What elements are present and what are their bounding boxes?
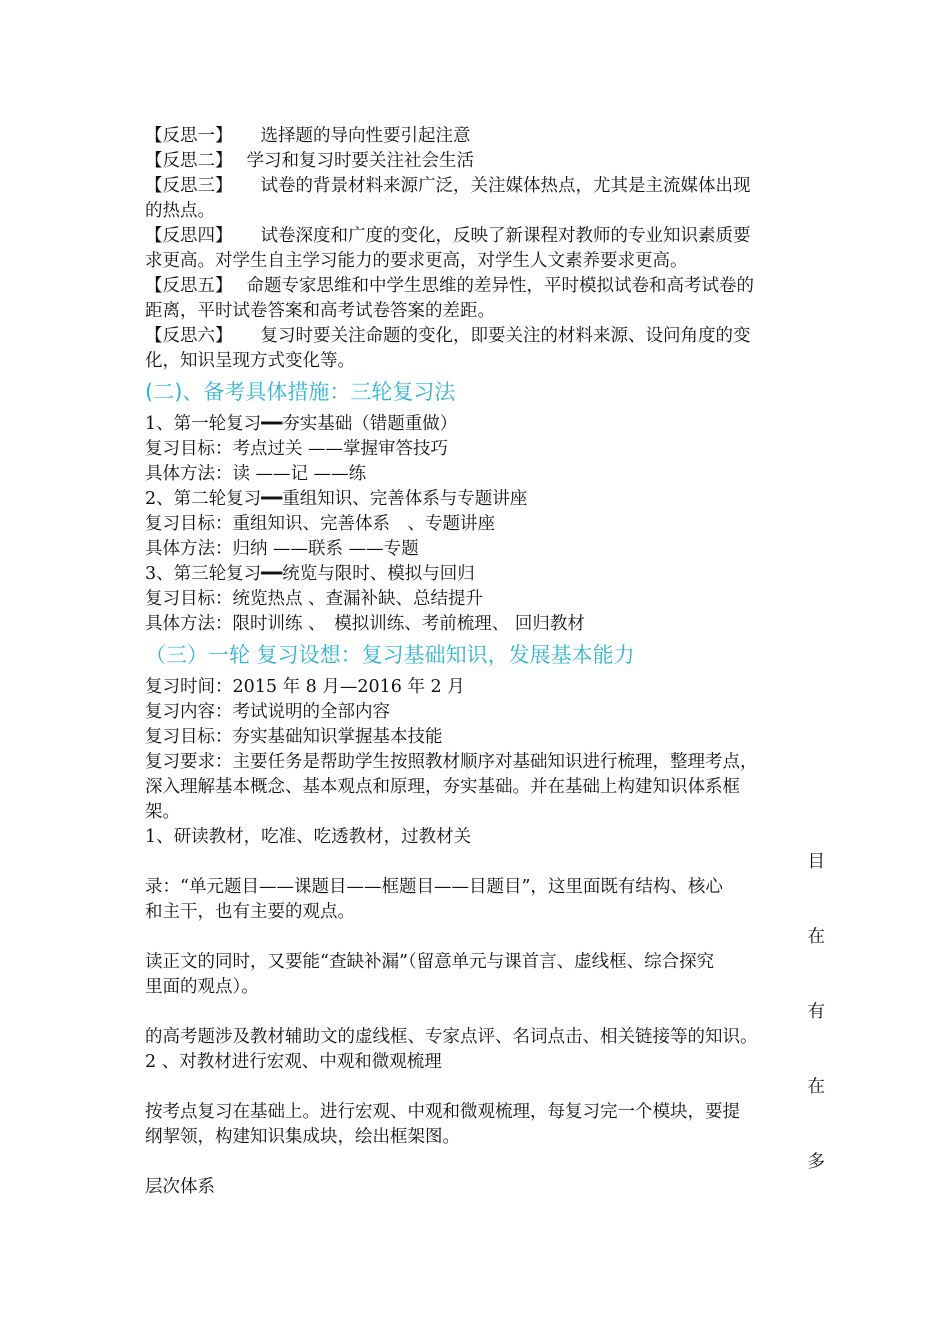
review-goal: 复习目标：夯实基础知识掌握基本技能 [145,727,443,747]
reflection-text: 试卷深度和广度的变化，反映了新课程对教师的专业知识素质要 [260,226,751,246]
reflection-text: 复习时要关注命题的变化，即要关注的材料来源、设问角度的变 [260,326,751,346]
para-3-line-1: 的高考题涉及教材辅助文的虚线框、专家点评、名词点击、相关链接等的知识。 [145,1027,758,1047]
document-page [145,124,825,1200]
para-4-first-char: 在 [807,1077,825,1097]
reflection-text: 命题专家思维和中学生思维的差异性，平时模拟试卷和高考试卷的 [246,276,754,296]
reflection-tag: 【反思五】 [145,276,233,296]
para-4-line-2: 纲挈领，构建知识集成块，绘出框架图。 [145,1127,460,1147]
para-2-line-2: 里面的观点）。 [145,977,259,997]
item-2-heading: 2 、对教材进行宏观、中观和微观梳理 [145,1052,442,1072]
reflection-5-cont: 距离，平时试卷答案和高考试卷答案的差距。 [145,301,495,321]
round-2-method: 具体方法：归纳 ——联系 ——专题 [145,539,419,559]
para-4-line-1: 按考点复习在基础上。进行宏观、中观和微观梳理，每复习完一个模块，要提 [145,1102,740,1122]
round-1-goal: 复习目标：考点过关 ——掌握审答技巧 [145,439,449,459]
reflection-3-cont: 的热点。 [145,201,215,221]
round-1-method: 具体方法：读 ——记 ——练 [145,464,367,484]
reflection-6 [145,324,825,349]
para-1-line-2: 和主干，也有主要的观点。 [145,902,355,922]
round-3-method: 具体方法：限时训练 、 模拟训练、考前梳理、 回归教材 [145,614,585,634]
review-requirement-line-3: 架。 [145,802,180,822]
reflection-tag: 【反思二】 [145,151,233,171]
item-1-heading: 1、研读教材，吃准、吃透教材，过教材关 [145,827,472,847]
para-5-first-char: 多 [807,1152,825,1172]
section-3-heading: （三）一轮 复习设想：复习基础知识，发展基本能力 [145,643,635,667]
review-time: 复习时间：2015 年 8 月—2016 年 2 月 [145,677,465,697]
reflection-tag: 【反思六】 [145,326,233,346]
reflection-text: 学习和复习时要关注社会生活 [246,151,474,171]
para-5-line-1: 层次体系 [145,1177,215,1197]
reflection-3 [145,174,825,199]
round-2-goal: 复习目标：重组知识、完善体系 、专题讲座 [145,514,495,534]
reflection-4-cont: 求更高。对学生自主学习能力的要求更高，对学生人文素养要求更高。 [145,251,688,271]
reflection-1 [145,124,825,149]
reflection-2 [145,149,825,174]
para-2-line-1: 读正文的同时，又要能“查缺补漏”（留意单元与课首言、虚线框、综合探究 [145,952,715,972]
para-3-first-char: 有 [807,1002,825,1022]
round-3-goal: 复习目标：统览热点 、查漏补缺、总结提升 [145,589,484,609]
review-requirement-line-1: 复习要求：主要任务是帮助学生按照教材顺序对基础知识进行梳理，整理考点， [145,752,758,772]
reflection-tag: 【反思一】 [145,126,233,146]
reflection-tag: 【反思三】 [145,176,233,196]
review-content: 复习内容：考试说明的全部内容 [145,702,390,722]
reflection-5 [145,274,825,299]
round-1-title: 1、第一轮复习━━夯实基础（错题重做） [145,414,458,434]
reflection-text: 选择题的导向性要引起注意 [260,126,471,146]
reflection-4 [145,224,825,249]
reflection-tag: 【反思四】 [145,226,233,246]
para-1-first-char: 目 [807,852,825,872]
round-2-title: 2、第二轮复习━━重组知识、完善体系与专题讲座 [145,489,528,509]
review-requirement-line-2: 深入理解基本概念、基本观点和原理，夯实基础。并在基础上构建知识体系框 [145,777,740,797]
reflection-6-cont: 化，知识呈现方式变化等。 [145,351,355,371]
section-2-heading: (二)、备考具体措施：三轮复习法 [145,380,456,404]
round-3-title: 3、第三轮复习━━统览与限时、模拟与回归 [145,564,475,584]
reflection-text: 试卷的背景材料来源广泛，关注媒体热点，尤其是主流媒体出现 [260,176,751,196]
para-2-first-char: 在 [807,927,825,947]
para-1-line-1: 录：“单元题目——课题目——框题目——目题目”，这里面既有结构、核心 [145,877,723,897]
